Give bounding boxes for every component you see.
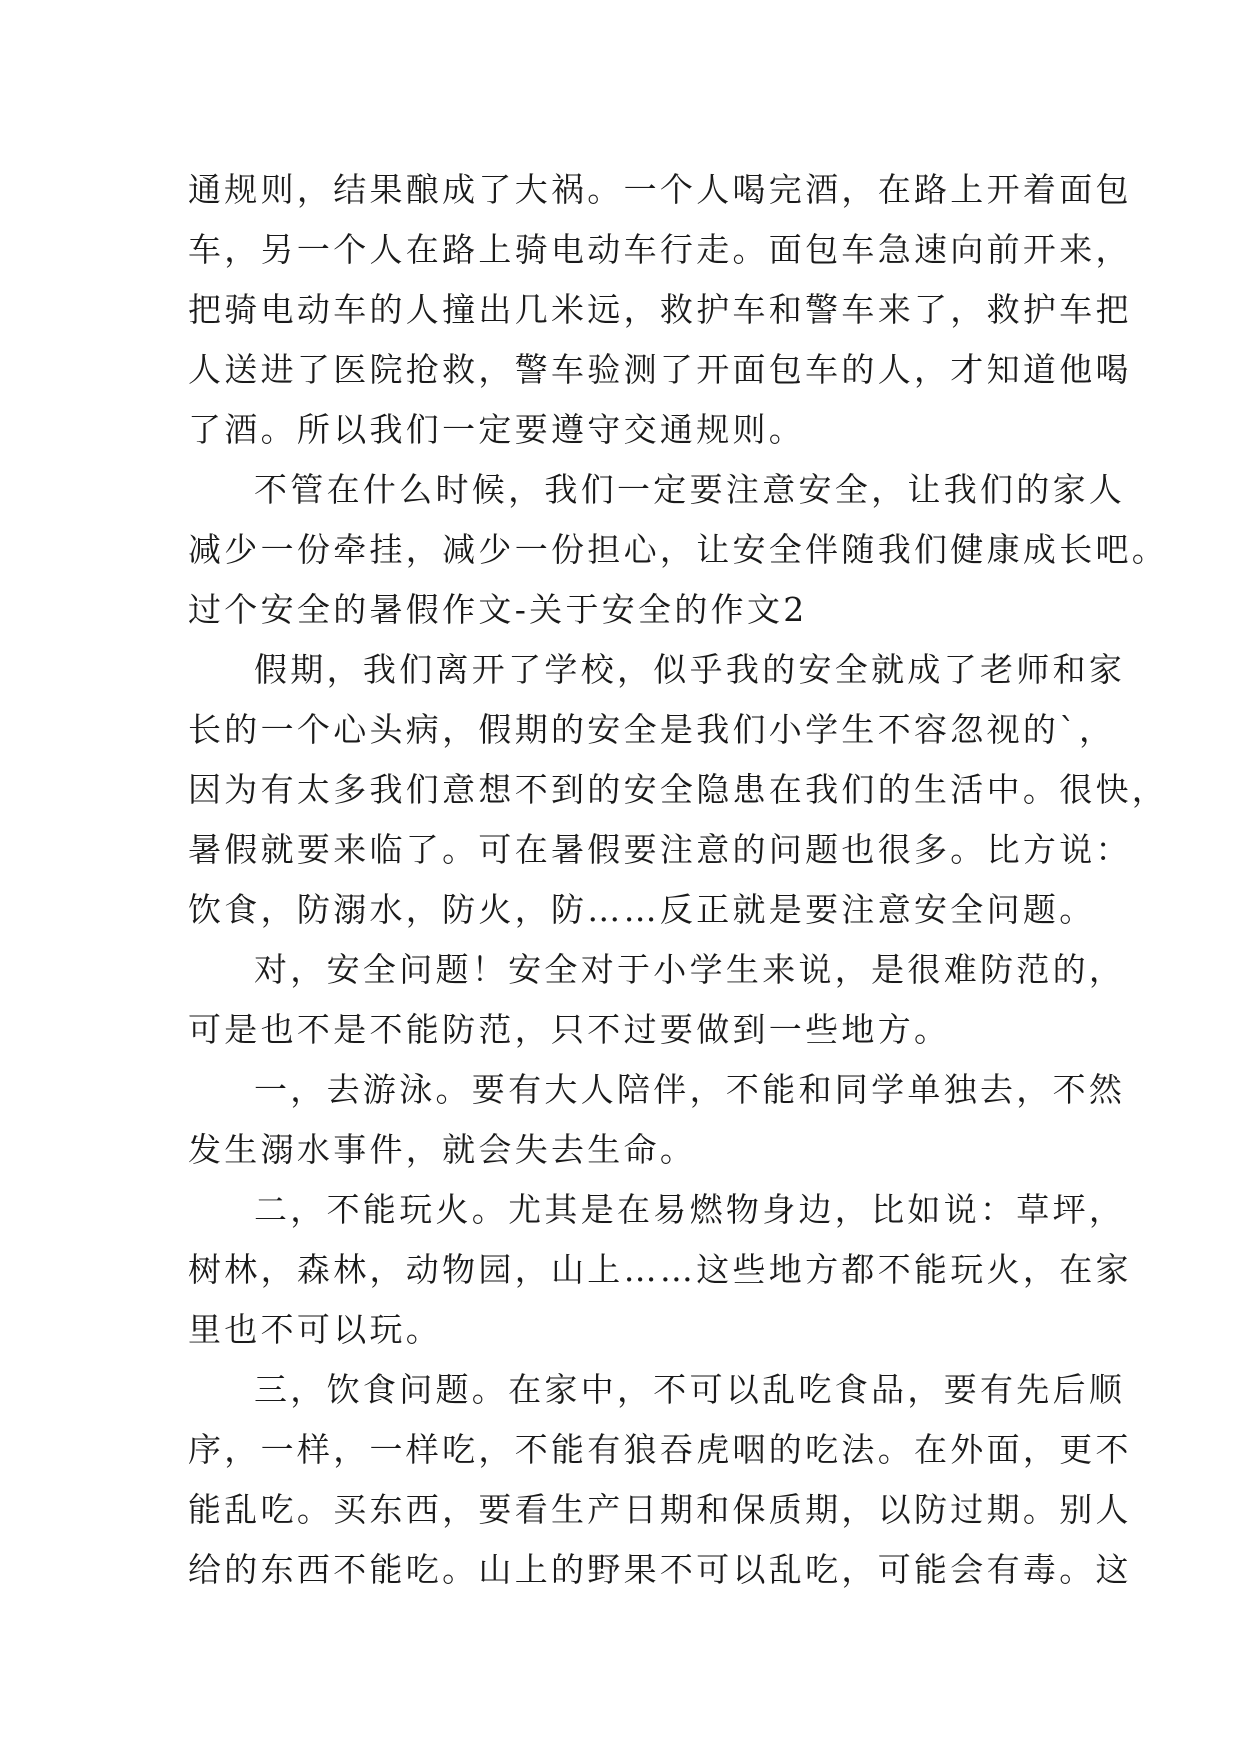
text-line: 人送进了医院抢救，警车验测了开面包车的人，才知道他喝 <box>188 350 1132 389</box>
text-line: 能乱吃。买东西，要看生产日期和保质期，以防过期。别人 <box>188 1490 1132 1529</box>
text-line: 对，安全问题！安全对于小学生来说，是很难防范的， <box>254 950 1126 989</box>
text-line: 暑假就要来临了。可在暑假要注意的问题也很多。比方说： <box>188 830 1132 869</box>
text-line: 长的一个心头病，假期的安全是我们小学生不容忽视的`， <box>188 710 1116 749</box>
text-line: 二，不能玩火。尤其是在易燃物身边，比如说：草坪， <box>254 1190 1126 1229</box>
text-line: 树林，森林，动物园，山上……这些地方都不能玩火，在家 <box>188 1250 1132 1289</box>
text-line: 因为有太多我们意想不到的安全隐患在我们的生活中。很快， <box>188 770 1169 809</box>
text-line: 了酒。所以我们一定要遵守交通规则。 <box>188 410 806 449</box>
text-line: 一，去游泳。要有大人陪伴，不能和同学单独去，不然 <box>254 1070 1126 1109</box>
text-line: 通规则，结果酿成了大祸。一个人喝完酒，在路上开着面包 <box>188 170 1132 209</box>
text-line: 里也不可以玩。 <box>188 1310 443 1349</box>
document-body <box>188 160 1169 1600</box>
text-line: 过个安全的暑假作文-关于安全的作文2 <box>188 590 808 629</box>
text-line: 饮食，防溺水，防火，防……反正就是要注意安全问题。 <box>188 890 1096 929</box>
text-line: 不管在什么时候，我们一定要注意安全，让我们的家人 <box>254 470 1126 509</box>
text-line: 可是也不是不能防范，只不过要做到一些地方。 <box>188 1010 951 1049</box>
text-line: 减少一份牵挂，减少一份担心，让安全伴随我们健康成长吧。 <box>188 530 1169 569</box>
text-line: 给的东西不能吃。山上的野果不可以乱吃，可能会有毒。这 <box>188 1550 1132 1589</box>
text-line: 三，饮食问题。在家中，不可以乱吃食品，要有先后顺 <box>254 1370 1126 1409</box>
text-line: 把骑电动车的人撞出几米远，救护车和警车来了，救护车把 <box>188 290 1132 329</box>
text-line: 车，另一个人在路上骑电动车行走。面包车急速向前开来， <box>188 230 1132 269</box>
text-line: 序，一样，一样吃，不能有狼吞虎咽的吃法。在外面，更不 <box>188 1430 1132 1469</box>
text-line: 发生溺水事件，就会失去生命。 <box>188 1130 697 1169</box>
text-line: 假期，我们离开了学校，似乎我的安全就成了老师和家 <box>254 650 1126 689</box>
